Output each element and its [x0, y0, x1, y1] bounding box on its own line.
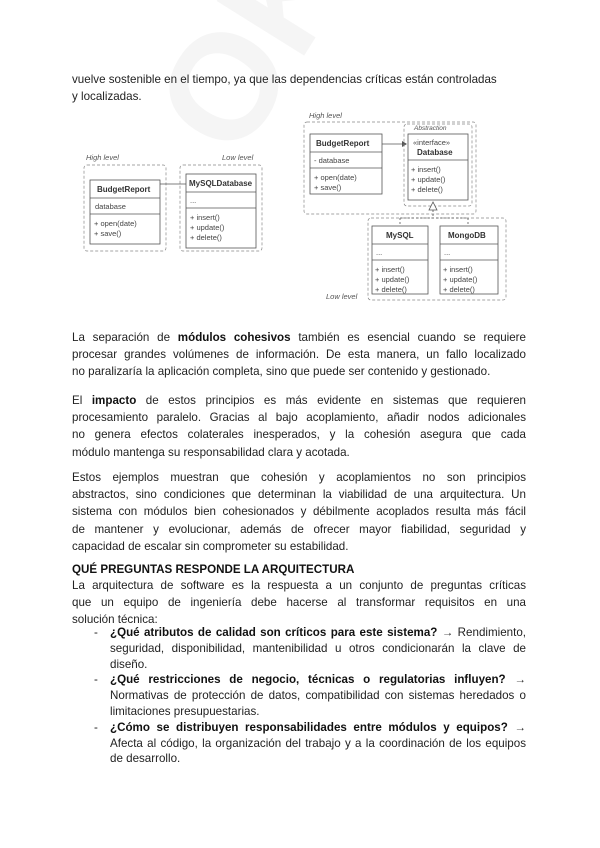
paragraph-line: abstractos, sino condiciones que determinan la viabilidad de una arquitectura. Un — [72, 488, 526, 502]
budgetreport-method: + open(date) — [314, 173, 357, 182]
paragraph-examples — [72, 469, 526, 555]
emphasis: impacto — [91, 394, 137, 407]
list-dash: - — [94, 626, 98, 639]
paragraph-impact — [72, 392, 526, 461]
mysqldatabase-title: MySQLDatabase — [189, 179, 253, 188]
mongodb-method: + update() — [443, 275, 478, 284]
paragraph-line: capacidad de escalar sin comprometer su estabilidad. — [72, 539, 349, 553]
text-run: de estos principios es más evidente en sistemas que requieren — [136, 394, 526, 407]
mysql-title: MySQL — [386, 231, 414, 240]
budgetreport-title: BudgetReport — [316, 139, 370, 148]
mongodb-class — [440, 226, 498, 294]
mongodb-method: + delete() — [443, 285, 475, 294]
intro-line-2: y localizadas. — [72, 90, 142, 104]
paragraph-line: módulo mantenga su responsabilidad clara y acotada. — [72, 445, 350, 459]
question-text: ¿Cómo se distribuyen responsabilidades entre módulos y equipos? — [110, 720, 508, 734]
mysqldatabase-method: + delete() — [190, 233, 222, 242]
low-level-label: Low level — [222, 153, 254, 162]
paragraph-line: no paralizaría la aplicación completa, sino que puede ser contenido y gestionado. — [72, 365, 491, 379]
text-run: La separación de — [72, 331, 178, 344]
mysql-method: + delete() — [375, 285, 407, 294]
section-heading: QUÉ PREGUNTAS RESPONDE LA ARQUITECTURA — [72, 563, 355, 576]
database-method: + delete() — [411, 185, 443, 194]
intro-paragraph — [72, 71, 526, 105]
mysql-class — [372, 226, 428, 294]
database-title: Database — [417, 148, 453, 157]
text-run: también es esencial cuando se requiere — [290, 331, 526, 344]
text-run: El — [72, 394, 92, 407]
paragraph-line: no genera efectos colaterales inesperados, y la cohesión asegura que cada — [72, 428, 526, 442]
budgetreport-field: - database — [314, 156, 350, 165]
paragraph-architecture-questions — [72, 577, 526, 629]
mongodb-title: MongoDB — [448, 231, 486, 240]
paragraph-line: de mantener y evolucionar, además de ofrecer mayor fiabilidad, seguridad y — [72, 522, 526, 536]
database-stereotype: «interface» — [413, 138, 451, 147]
budgetreport-field: database — [95, 202, 126, 211]
paragraph-line: que un equipo de ingeniería debe hacerse al transformar requisitos en una — [72, 596, 526, 610]
mysqldatabase-field: ... — [190, 196, 197, 205]
answer-text: → Normativas de protección de datos, compatibilidad con sistemas heredados o limitaciones presupuestarias. — [110, 673, 526, 718]
emphasis: módulos cohesivos — [177, 331, 291, 344]
budgetreport-class — [310, 134, 382, 194]
paragraph-line: procesar grandes volúmenes de información. De esta manera, un fallo localizado — [72, 348, 526, 362]
list-item — [72, 672, 526, 719]
budgetreport-method: + save() — [94, 229, 122, 238]
mongodb-method: + insert() — [443, 265, 473, 274]
intro-line-1: vuelve sostenible en el tiempo, ya que las dependencias críticas están controladas — [72, 73, 497, 86]
budgetreport-title: BudgetReport — [97, 185, 151, 194]
mysql-method: + insert() — [375, 265, 405, 274]
paragraph-line: Estos ejemplos muestran que cohesión y acoplamientos no son principios — [72, 471, 526, 484]
budgetreport-method: + save() — [314, 183, 342, 192]
list-dash: - — [94, 720, 98, 734]
budgetreport-method: + open(date) — [94, 219, 137, 228]
budgetreport-class — [90, 180, 160, 244]
mysqldatabase-method: + insert() — [190, 213, 220, 222]
mysql-method: + update() — [375, 275, 410, 284]
question-text: ¿Qué atributos de calidad son críticos para este sistema? — [110, 626, 438, 639]
high-level-label: High level — [309, 111, 342, 120]
paragraph-line — [72, 329, 526, 346]
answer-text: → Afecta al código, la organización del trabajo y a la coordinación de los equipos de desarrollo. — [110, 720, 526, 766]
answer-text: → Rendimiento, seguridad, disponibilidad, mantenibilidad u otros condicionarán la clave de diseño. — [110, 626, 526, 671]
paragraph-line: procesamiento paralelo. Gracias al bajo acoplamiento, añadir nodos adicionales — [72, 411, 526, 425]
uml-diagram-dependency-inversion — [300, 106, 510, 306]
mysqldatabase-method: + update() — [190, 223, 225, 232]
paragraph-line: La arquitectura de software es la respuesta a un conjunto de preguntas críticas — [72, 579, 526, 592]
list-dash: - — [94, 673, 98, 687]
mysqldatabase-class — [186, 174, 256, 248]
database-method: + update() — [411, 175, 446, 184]
dependency-arrowhead — [402, 141, 407, 147]
database-method: + insert() — [411, 165, 441, 174]
questions-list — [72, 625, 526, 767]
low-level-label: Low level — [326, 292, 358, 301]
paragraph-line: solución técnica: — [72, 613, 158, 627]
list-item — [72, 720, 526, 767]
question-text: ¿Qué restricciones de negocio, técnicas o regulatorias influyen? — [110, 673, 506, 687]
uml-diagram-direct-dependency — [80, 148, 270, 258]
mongodb-field: ... — [444, 248, 451, 257]
paragraph-cohesive-modules — [72, 329, 526, 381]
paragraph-line — [72, 392, 526, 409]
database-interface — [408, 134, 468, 200]
paragraph-line: sistema con módulos bien cohesionados y débilmente acoplados resulta más fácil — [72, 505, 526, 519]
mysql-field: ... — [376, 248, 383, 257]
high-level-label: High level — [86, 153, 119, 162]
abstraction-label: Abstraction — [414, 125, 447, 132]
list-item — [72, 625, 526, 672]
